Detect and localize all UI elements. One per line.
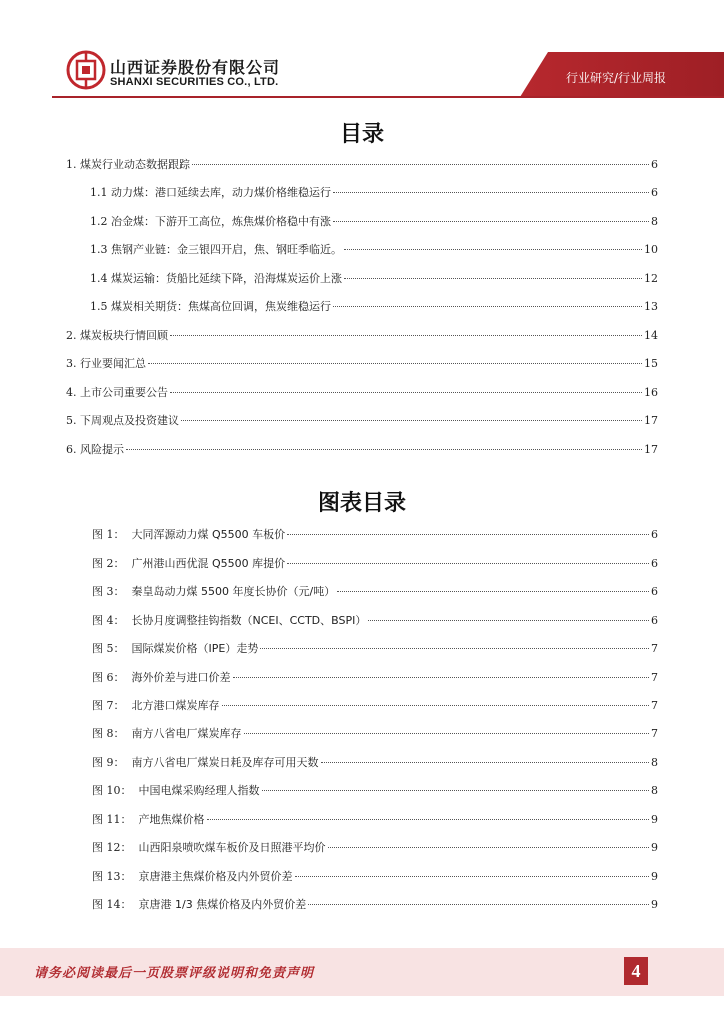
figures-title: 图表目录	[317, 491, 406, 516]
toc-item-2[interactable]: 2. 煤炭板块行情回顾 14	[66, 329, 658, 342]
toc-item-1-5[interactable]: 1.5 煤炭相关期货：焦煤高位回调，焦炭维稳运行 13	[90, 300, 658, 313]
figure-item-6[interactable]: 图 6： 海外价差与进口价差 7	[92, 671, 658, 684]
page-header	[0, 0, 724, 108]
figure-item-11[interactable]: 图 11： 产地焦煤价格 9	[92, 813, 658, 826]
toc-item-1-4[interactable]: 1.4 煤炭运输：货船比延续下降，沿海煤炭运价上涨 12	[90, 272, 658, 285]
figure-item-8[interactable]: 图 8： 南方八省电厂煤炭库存 7	[92, 727, 658, 740]
figure-item-9[interactable]: 图 9： 南方八省电厂煤炭日耗及库存可用天数 8	[92, 756, 658, 769]
header-divider	[52, 96, 724, 98]
toc-item-1-2[interactable]: 1.2 冶金煤：下游开工高位，炼焦煤价格稳中有涨 8	[90, 215, 658, 228]
report-category-label: 行业研究/行业周报	[565, 71, 666, 85]
toc-item-5[interactable]: 5. 下周观点及投资建议 17	[66, 414, 658, 427]
toc-title: 目录	[339, 122, 384, 147]
figure-item-7[interactable]: 图 7： 北方港口煤炭库存 7	[92, 699, 658, 712]
toc-item-1[interactable]: 1. 煤炭行业动态数据跟踪 6	[66, 158, 658, 171]
page-number: 4	[624, 957, 648, 985]
figure-item-14[interactable]: 图 14： 京唐港 1/3 焦煤价格及内外贸价差 9	[92, 898, 658, 911]
company-name-cn: 山西证券股份有限公司	[110, 58, 281, 77]
toc-item-6[interactable]: 6. 风险提示 17	[66, 443, 658, 456]
company-name-en: SHANXI SECURITIES CO., LTD.	[110, 76, 279, 88]
toc-item-1-3[interactable]: 1.3 焦钢产业链：金三银四开启，焦、钢旺季临近。 10	[90, 243, 658, 256]
figure-item-2[interactable]: 图 2： 广州港山西优混 Q5500 库提价 6	[92, 557, 658, 570]
disclaimer-notice: 请务必阅读最后一页股票评级说明和免责声明	[34, 966, 315, 981]
toc-item-4[interactable]: 4. 上市公司重要公告 16	[66, 386, 658, 399]
figure-item-4[interactable]: 图 4： 长协月度调整挂钩指数（NCEI、CCTD、BSPI） 6	[92, 614, 658, 627]
figure-item-12[interactable]: 图 12： 山西阳泉喷吹煤车板价及日照港平均价 9	[92, 841, 658, 854]
figure-item-3[interactable]: 图 3： 秦皇岛动力煤 5500 年度长协价（元/吨） 6	[92, 585, 658, 598]
toc-item-3[interactable]: 3. 行业要闻汇总 15	[66, 357, 658, 370]
figure-item-13[interactable]: 图 13： 京唐港主焦煤价格及内外贸价差 9	[92, 870, 658, 883]
figure-item-1[interactable]: 图 1： 大同浑源动力煤 Q5500 车板价 6	[92, 528, 658, 541]
figure-item-5[interactable]: 图 5： 国际煤炭价格（IPE）走势 7	[92, 642, 658, 655]
figure-item-10[interactable]: 图 10： 中国电煤采购经理人指数 8	[92, 784, 658, 797]
toc-item-1-1[interactable]: 1.1 动力煤：港口延续去库，动力煤价格维稳运行 6	[90, 186, 658, 199]
header-banner	[0, 0, 724, 108]
